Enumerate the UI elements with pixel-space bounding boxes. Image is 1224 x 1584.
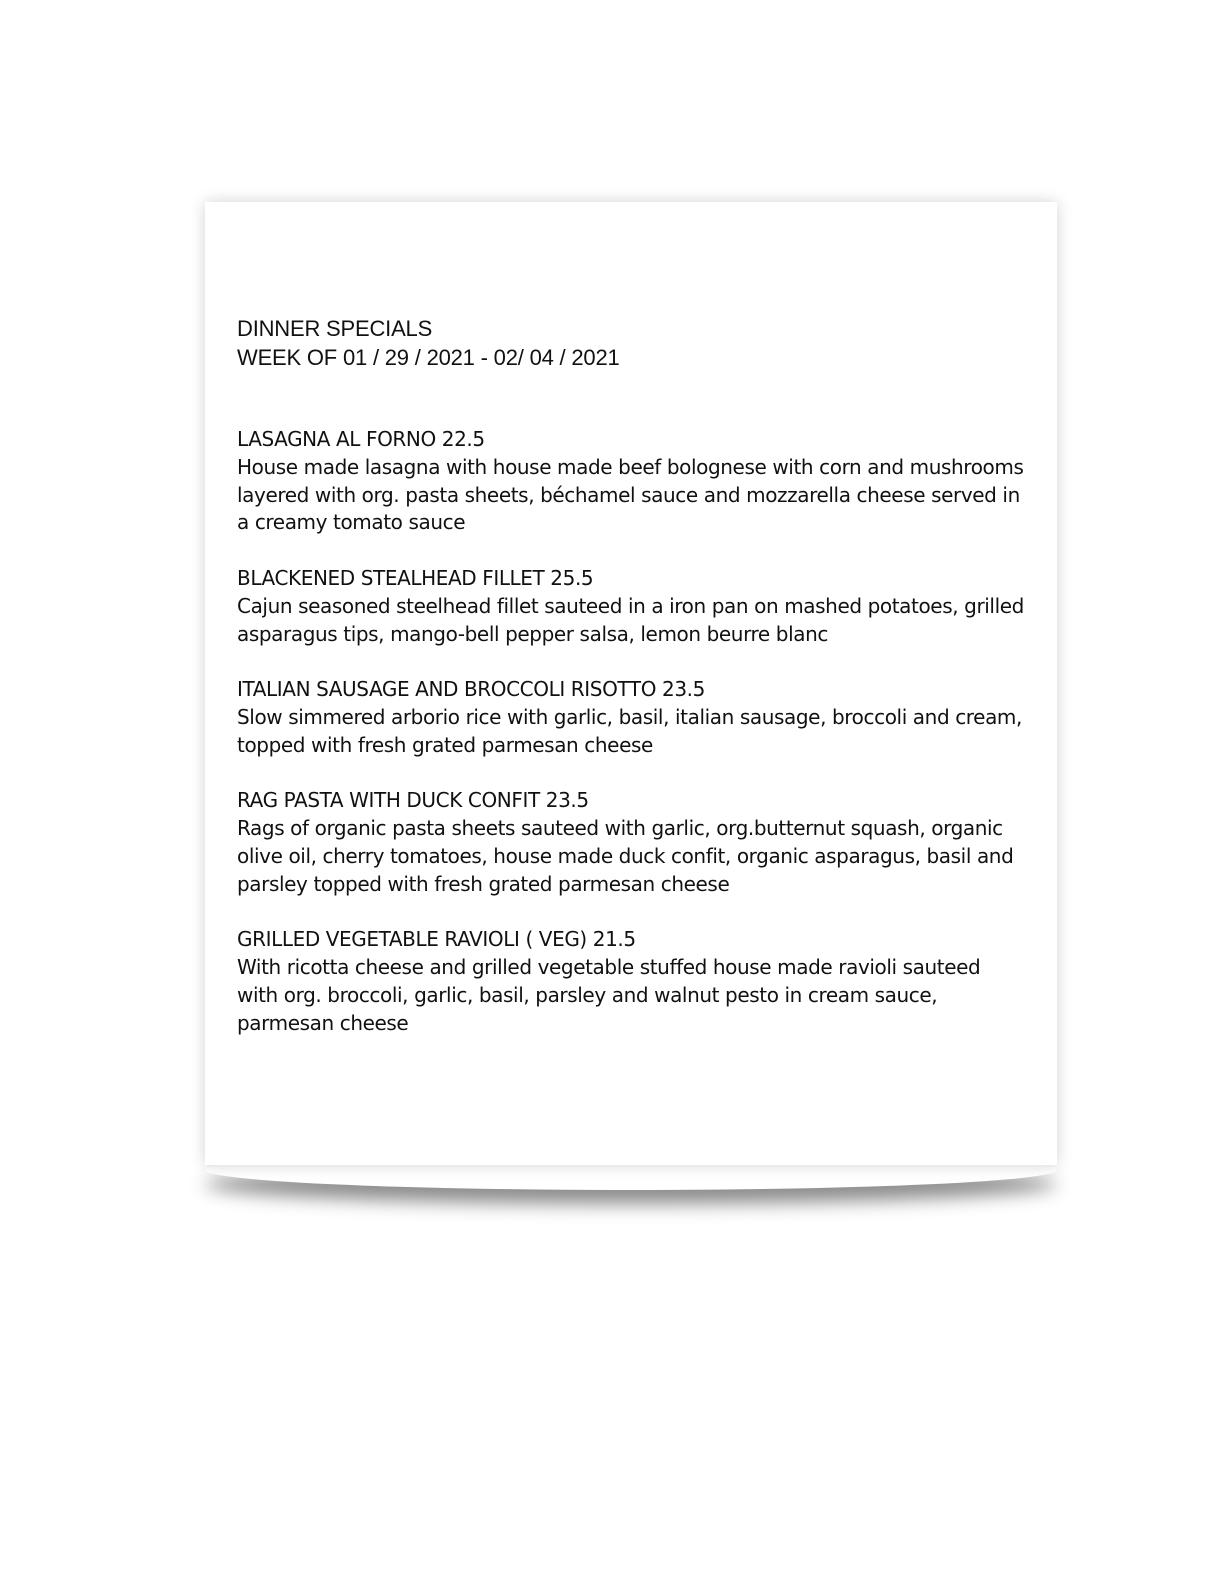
item-name: RAG PASTA WITH DUCK CONFIT 23.5 [237,788,589,813]
menu-items [237,426,1027,1065]
menu-item [237,426,1027,537]
menu-item [237,565,1027,648]
item-description: Slow simmered arborio rice with garlic, basil, italian sausage, broccoli and cream, topped with fresh grated parmesan cheese [237,704,1022,757]
item-description: Rags of organic pasta sheets sauteed with garlic, org.butternut squash, organic olive oil, cherry tomatoes, house made duck confit, organic asparagus, basil and parsley topped with fresh grated parmesan cheese [237,816,1014,896]
item-name: BLACKENED STEALHEAD FILLET 25.5 [237,565,594,590]
item-name: GRILLED VEGETABLE RAVIOLI ( VEG) 21.5 [237,927,636,952]
item-name: ITALIAN SAUSAGE AND BROCCOLI RISOTTO 23.5 [237,677,705,702]
menu-item [237,787,1027,898]
menu-title: DINNER SPECIALS [237,316,433,341]
item-name: LASAGNA AL FORNO 22.5 [237,427,485,451]
menu-header [237,314,620,372]
menu-item [237,926,1027,1037]
item-description: Cajun seasoned steelhead fillet sauteed in a iron pan on mashed potatoes, grilled asparagus tips, mango-bell pepper salsa, lemon beurre blanc [237,593,1024,646]
menu-card [205,202,1057,1165]
item-description: With ricotta cheese and grilled vegetable stuffed house made ravioli sauteed with org. broccoli, garlic, basil, parsley and walnut pesto in cream sauce, parmesan cheese [237,955,981,1035]
menu-item [237,676,1027,759]
item-description: House made lasagna with house made beef bolognese with corn and mushrooms layered with org. pasta sheets, béchamel sauce and mozzarella cheese served in a creamy tomato sauce [237,454,1024,535]
menu-week: WEEK OF 01 / 29 / 2021 - 02/ 04 / 2021 [237,345,620,370]
